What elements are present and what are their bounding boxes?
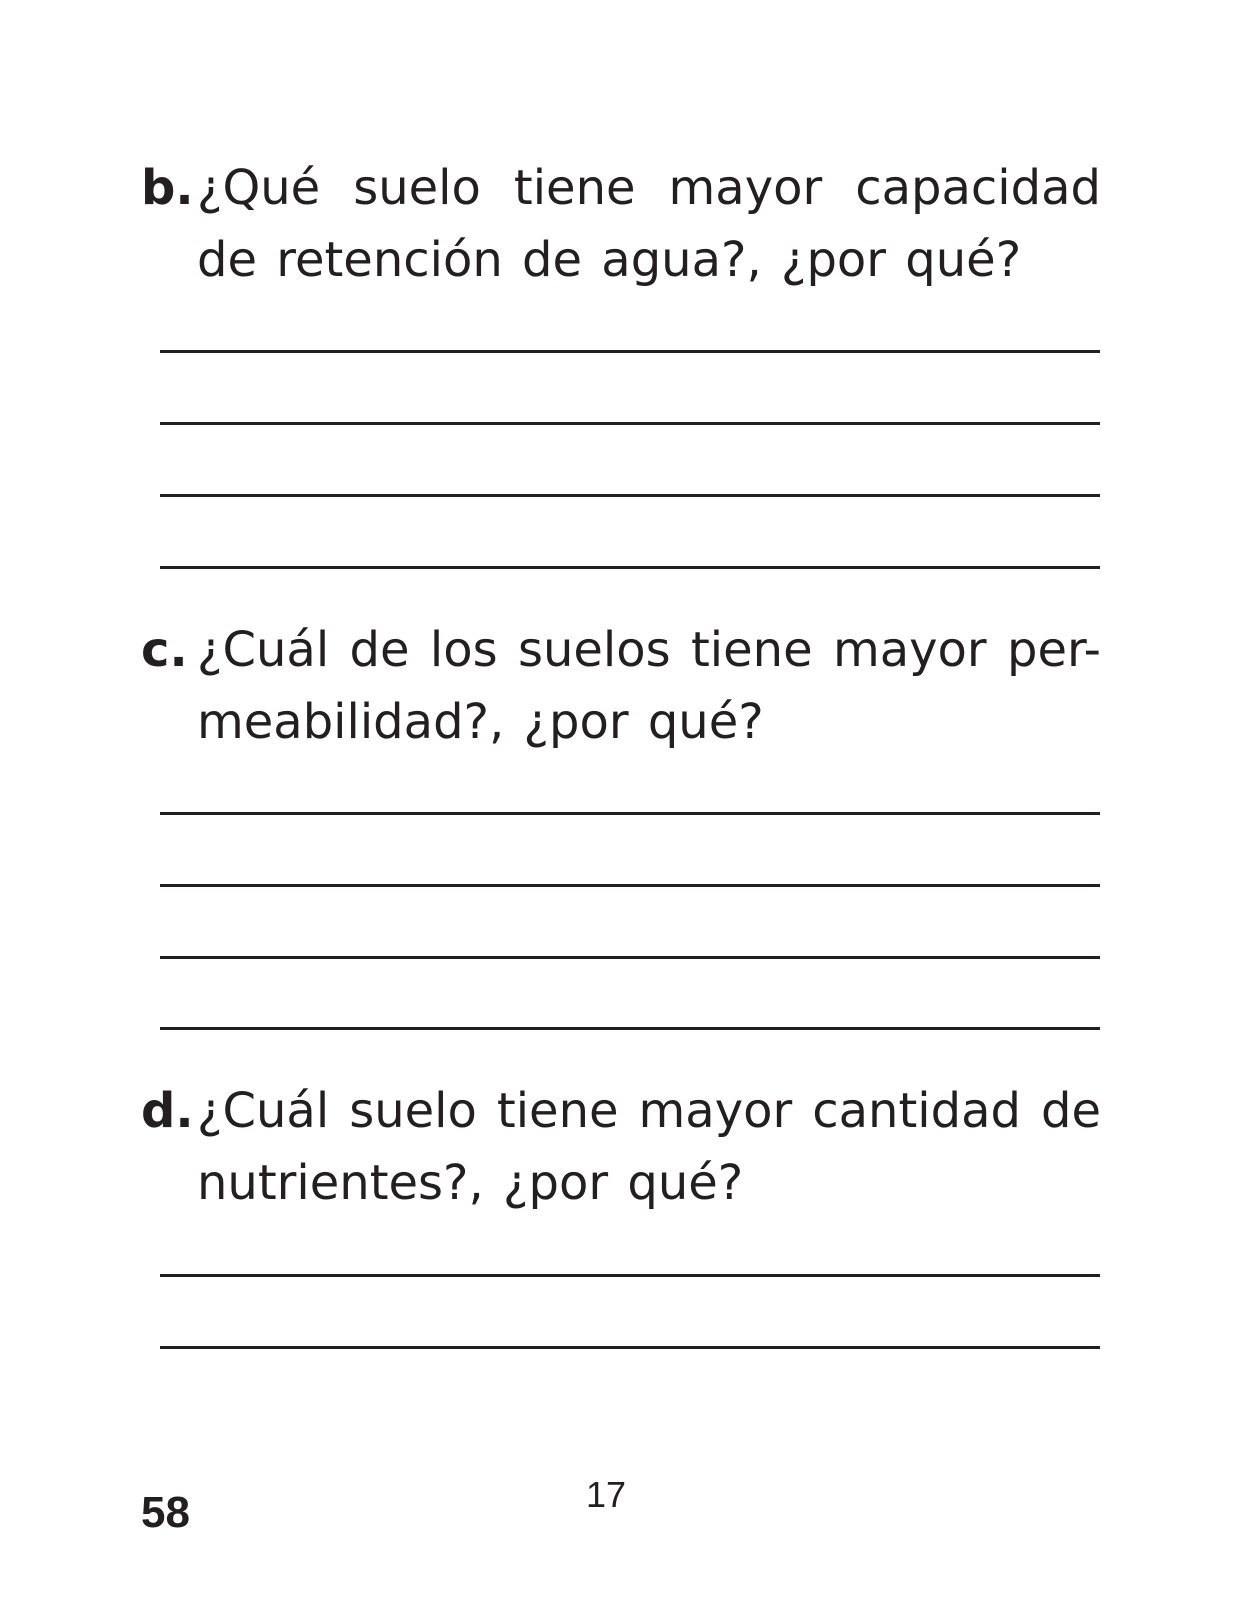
answer-line[interactable] (160, 566, 1100, 569)
answer-line[interactable] (160, 1027, 1100, 1030)
question-letter: c. (141, 622, 188, 678)
question-text: ¿Cuál suelo tiene mayor cantidad de nutrientes?, ¿por qué? (197, 1083, 1101, 1211)
question-letter: b. (141, 160, 194, 216)
answer-line[interactable] (160, 1346, 1100, 1349)
book-page-number: 58 (141, 1488, 190, 1537)
question-d (141, 1075, 1101, 1219)
answer-line[interactable] (160, 884, 1100, 887)
answer-line[interactable] (160, 422, 1100, 425)
question-text: ¿Qué suelo tiene mayor capacidad de retención de agua?, ¿por qué? (197, 160, 1101, 288)
answer-line[interactable] (160, 494, 1100, 497)
answer-line[interactable] (160, 956, 1100, 959)
question-c (141, 614, 1101, 758)
answer-line[interactable] (160, 1274, 1100, 1277)
question-letter: d. (141, 1083, 194, 1139)
answer-line[interactable] (160, 350, 1100, 353)
question-text: ¿Cuál de los suelos tiene mayor per-meabilidad?, ¿por qué? (197, 622, 1101, 750)
page-number: 17 (585, 1474, 627, 1515)
answer-line[interactable] (160, 812, 1100, 815)
question-b (141, 152, 1101, 296)
